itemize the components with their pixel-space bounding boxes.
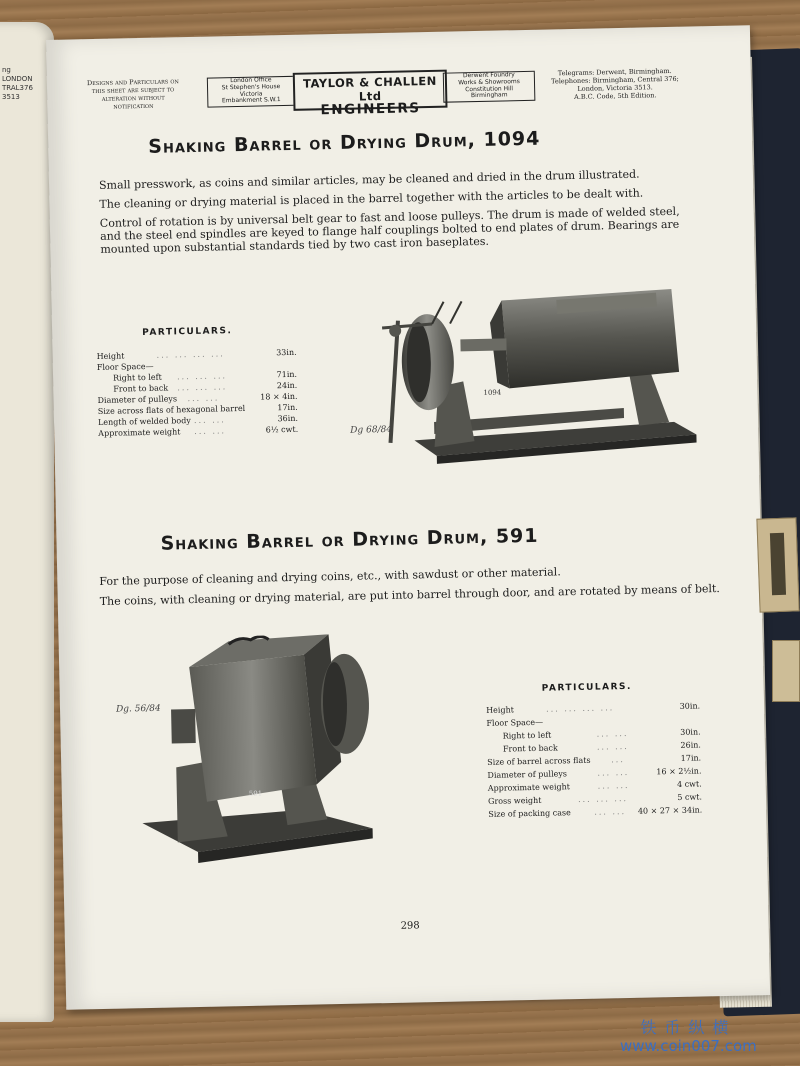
section1-para-3: Control of rotation is by universal belt gear to fast and loose pulleys. The drum is made of welded steel, and the steel end spindles are keyed to flange half couplings bolted to end plates of drum. Bearings are mounted upon substantial standards tied by two cast iron baseplates.	[99, 204, 680, 256]
left-page-fragment: ng LONDON TRAL376 3513	[2, 66, 33, 101]
section2-para-1: For the purpose of cleaning and drying coins, etc., with sawdust or other material.	[99, 565, 561, 588]
foundry-box: Derwent Foundry Works & Showrooms Constitution Hill Birmingham	[443, 71, 536, 103]
section1-para-2: The cleaning or drying material is placed in the barrel together with the articles to be dealt with.	[99, 186, 644, 211]
left-page-edge	[0, 22, 54, 1022]
spec-row: Floor Space—	[486, 717, 544, 728]
section1-particulars-table	[97, 347, 299, 439]
spec-row: Height ... ... ... ... 30in.	[486, 701, 701, 715]
index-tab[interactable]	[756, 517, 799, 612]
spec-row: Size across flats of hexagonal barrel 17in.	[97, 402, 298, 416]
spec-row: Right to left ... ... ... 71in.	[113, 369, 298, 383]
catalogue-page	[46, 25, 770, 1010]
spec-row: Length of welded body ... ... 36in.	[97, 413, 299, 427]
spec-row: Diameter of pulleys ... ... 16 × 2½in.	[487, 766, 702, 780]
section1-particulars-title: PARTICULARS.	[142, 326, 233, 339]
section2-para-2: The coins, with cleaning or drying material, are put into barrel through door, and are rotated by means of belt.	[99, 582, 720, 608]
spec-row: Front to back ... ... 26in.	[502, 740, 702, 754]
spec-row: Front to back ... ... ... 24in.	[113, 380, 298, 394]
section2-drawing-label: Dg. 56/84	[115, 703, 161, 715]
company-name: TAYLOR & CHALLEN Ltd ENGINEERS	[293, 70, 448, 111]
index-tab-lower[interactable]	[772, 640, 800, 702]
section1-para-1: Small presswork, as coins and similar articles, may be cleaned and dried in the drum illustrated.	[98, 167, 640, 192]
spec-row: Size of barrel across flats ... 17in.	[487, 753, 702, 767]
contact-details: Telegrams: Derwent, Birmingham. Telephones: Birmingham, Central 376; London, Victoria 3513. A.B.C. Code, 5th Edition.	[551, 66, 679, 101]
watermark-chinese: 铁币纵横	[640, 1018, 737, 1037]
spec-row: Diameter of pulleys ... ... 18 × 4in.	[97, 391, 298, 405]
spec-row: Right to left ... ... 30in.	[502, 727, 701, 741]
spec-row: Size of packing case ... ... 40 × 27 × 34in.	[488, 805, 703, 819]
spec-row: Gross weight ... ... ... 5 cwt.	[487, 792, 703, 806]
drying-drum-591-illustration	[134, 633, 389, 868]
drying-drum-1094-illustration	[321, 266, 705, 484]
machine-number-591: 591	[248, 789, 263, 798]
section1-drawing-label: Dg 68/84	[350, 424, 393, 436]
spec-row: Approximate weight ... ... 6½ cwt.	[98, 424, 299, 438]
section2-particulars-table	[486, 699, 702, 820]
section1-title: Shaking Barrel or Drying Drum, 1094	[148, 127, 541, 158]
spec-row: Approximate weight ... ... 4 cwt.	[487, 779, 702, 793]
page-number: 298	[400, 920, 420, 932]
spec-row: Height ... ... ... ... 33in.	[96, 347, 297, 362]
london-office-box: London Office St Stephen's House Victoria Embankment S.W.1	[207, 76, 296, 108]
spec-row: Floor Space—	[96, 361, 154, 373]
watermark	[620, 1018, 757, 1056]
alteration-notice: Designs and Particulars on this sheet are subject to alteration without notification	[86, 77, 179, 111]
section2-title: Shaking Barrel or Drying Drum, 591	[160, 524, 539, 555]
company-banner	[203, 68, 542, 119]
section2-particulars-title: PARTICULARS.	[541, 681, 632, 694]
watermark-url: www.coin007.com	[620, 1037, 757, 1055]
machine-number-1094: 1094	[483, 388, 502, 397]
